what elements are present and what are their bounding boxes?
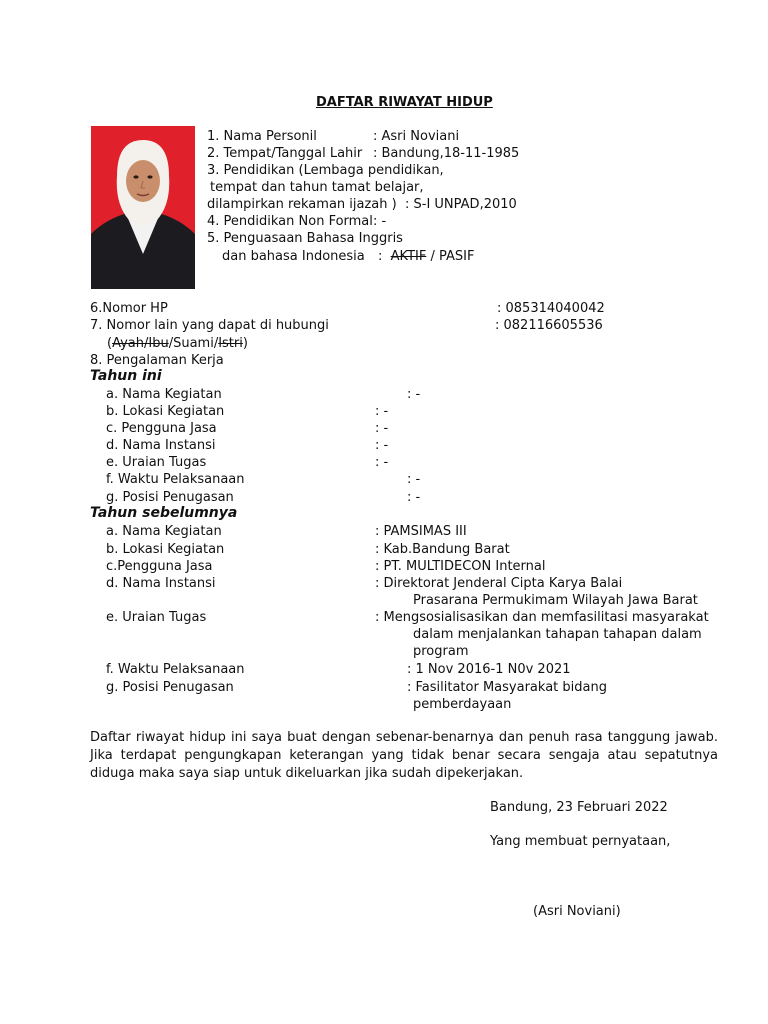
nomor-lain-value: : 082116605536 (495, 318, 603, 333)
ts-e-value-2: dalam menjalankan tahapan tahapan dalam (413, 627, 702, 642)
ts-g-label: g. Posisi Penugasan (106, 680, 234, 695)
ti-a-value: : - (407, 387, 421, 402)
ti-d-value: : - (375, 438, 389, 453)
ts-c-value: : PT. MULTIDECON Internal (375, 559, 546, 574)
ts-e-value-3: program (413, 644, 469, 659)
ti-b-value: : - (375, 404, 389, 419)
bahasa-label-1: 5. Penguasaan Bahasa Inggris (207, 231, 403, 246)
ts-d-value-2: Prasarana Permukimam Wilayah Jawa Barat (413, 593, 698, 608)
ts-g-value-2: pemberdayaan (413, 697, 512, 712)
pendidikan-label-2: tempat dan tahun tamat belajar, (210, 180, 424, 195)
relation-open: ( (107, 336, 113, 351)
ts-a-value: : PAMSIMAS III (375, 524, 467, 539)
relation-close: ) (242, 336, 248, 351)
bahasa-label-2: dan bahasa Indonesia (222, 249, 365, 264)
ti-c-label: c. Pengguna Jasa (106, 421, 217, 436)
bahasa-pasif: / PASIF (430, 249, 475, 264)
relation-istri-struck: Istri (218, 336, 243, 351)
nonformal-value: : - (373, 214, 387, 229)
ts-d-label: d. Nama Instansi (106, 576, 216, 591)
signature-made-by: Yang membuat pernyataan, (490, 834, 671, 849)
bahasa-colon: : (378, 249, 383, 264)
pendidikan-value: : S-I UNPAD,2010 (405, 197, 517, 212)
ts-g-value-1: : Fasilitator Masyarakat bidang (407, 680, 607, 695)
ts-b-label: b. Lokasi Kegiatan (106, 542, 225, 557)
ts-f-label: f. Waktu Pelaksanaan (106, 662, 245, 677)
ts-b-value: : Kab.Bandung Barat (375, 542, 510, 557)
ti-a-label: a. Nama Kegiatan (106, 387, 222, 402)
hp-value: : 085314040042 (497, 301, 605, 316)
ttl-label: 2. Tempat/Tanggal Lahir (207, 146, 363, 161)
person-portrait-icon (91, 126, 195, 289)
ti-c-value: : - (375, 421, 389, 436)
ts-d-value-1: : Direktorat Jenderal Cipta Karya Balai (375, 576, 623, 591)
bahasa-value (378, 248, 474, 265)
ti-e-label: e. Uraian Tugas (106, 455, 207, 470)
ti-b-label: b. Lokasi Kegiatan (106, 404, 225, 419)
signature-place-date: Bandung, 23 Februari 2022 (490, 800, 668, 815)
ti-f-value: : - (407, 472, 421, 487)
pendidikan-label-1: 3. Pendidikan (Lembaga pendidikan, (207, 163, 444, 178)
ttl-value: : Bandung,18-11-1985 (373, 146, 520, 161)
nama-value: : Asri Noviani (373, 129, 460, 144)
relation-suami: /Suami/ (168, 336, 219, 351)
statement-paragraph: Daftar riwayat hidup ini saya buat dengan sebenar-benarnya dan penuh rasa tanggung jawab. Jika terdapat pengungkapan keterangan yang tidak benar secara sengaja atau sepatutnya diduga maka saya siap untuk dikeluarkan jika sudah dipekerjakan. (90, 730, 718, 781)
ts-e-value-1: : Mengsosialisasikan dan memfasilitasi masyarakat (375, 610, 709, 625)
document-title: DAFTAR RIWAYAT HIDUP (316, 95, 493, 110)
nama-label: 1. Nama Personil (207, 129, 317, 144)
hp-label: 6.Nomor HP (90, 301, 168, 316)
ti-d-label: d. Nama Instansi (106, 438, 216, 453)
ts-a-label: a. Nama Kegiatan (106, 524, 222, 539)
ti-f-label: f. Waktu Pelaksanaan (106, 472, 245, 487)
relation-line (107, 335, 248, 352)
tahun-ini-heading: Tahun ini (90, 368, 162, 384)
bahasa-aktif-struck: AKTIF (390, 249, 427, 264)
profile-photo (91, 126, 195, 289)
nonformal-label: 4. Pendidikan Non Formal (207, 214, 373, 229)
pengalaman-heading: 8. Pengalaman Kerja (90, 353, 224, 368)
pendidikan-label-3: dilampirkan rekaman ijazah ) (207, 197, 397, 212)
relation-ayah-ibu-struck: Ayah/Ibu (112, 336, 169, 351)
ts-c-label: c.Pengguna Jasa (106, 559, 213, 574)
ti-g-value: : - (407, 490, 421, 505)
ti-e-value: : - (375, 455, 389, 470)
ts-e-label: e. Uraian Tugas (106, 610, 207, 625)
tahun-sebelumnya-heading: Tahun sebelumnya (90, 505, 238, 521)
nomor-lain-label: 7. Nomor lain yang dapat di hubungi (90, 318, 329, 333)
signature-name: (Asri Noviani) (533, 904, 621, 919)
ts-f-value: : 1 Nov 2016-1 N0v 2021 (407, 662, 571, 677)
ti-g-label: g. Posisi Penugasan (106, 490, 234, 505)
